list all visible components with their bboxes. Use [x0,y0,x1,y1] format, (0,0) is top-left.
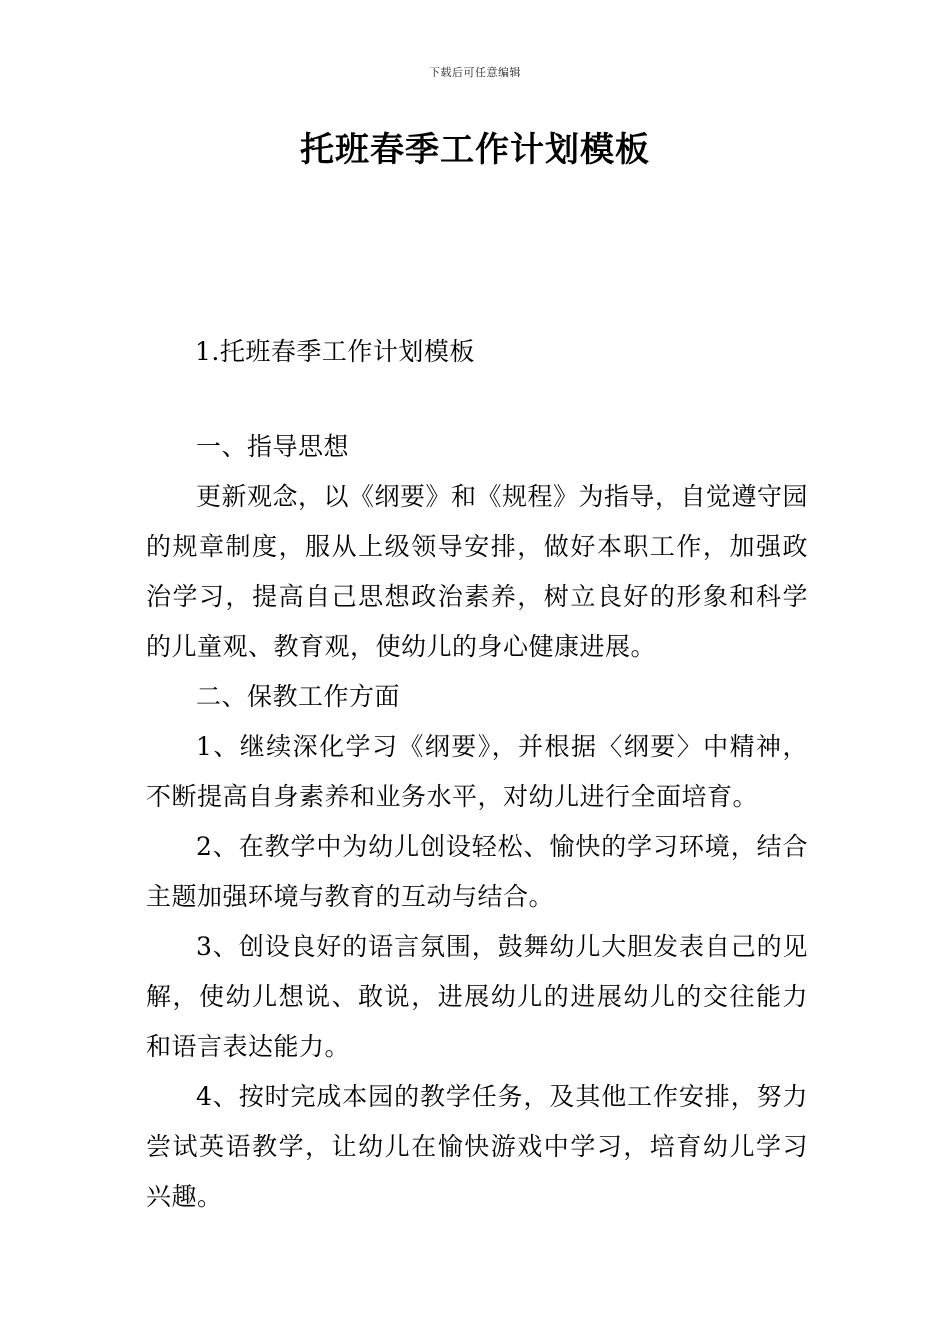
document-title: 托班春季工作计划模板 [300,130,650,170]
heading-teaching-work: 二、保教工作方面 [196,682,401,711]
paragraph-item-1: 1、继续深化学习《纲要》，并根据〈纲要〉中精神，不断提高自身素养和业务水平，对幼儿进行全面培育。 [146,732,808,811]
paragraph-guiding-thought: 更新观念，以《纲要》和《规程》为指导，自觉遵守园的规章制度，服从上级领导安排，做好本职工作，加强政治学习，提高自己思想政治素养，树立良好的形象和科学的儿童观、教育观，使幼儿的身心健康进展。 [146,482,809,661]
heading-guiding-thought: 一、指导思想 [196,432,350,461]
paragraph-item-3: 3、创设良好的语言氛围，鼓舞幼儿大胆发表自己的见解，使幼儿想说、敢说，进展幼儿的进展幼儿的交往能力和语言表达能力。 [146,932,808,1061]
document-body [146,422,808,1222]
section-title: 1.托班春季工作计划模板 [195,337,475,366]
paragraph-item-4: 4、按时完成本园的教学任务，及其他工作安排，努力尝试英语教学，让幼儿在愉快游戏中学习，培育幼儿学习兴趣。 [146,1082,808,1211]
page-header-note: 下载后可任意编辑 [429,66,521,79]
paragraph-item-2: 2、在教学中为幼儿创设轻松、愉快的学习环境，结合主题加强环境与教育的互动与结合。 [146,832,808,911]
